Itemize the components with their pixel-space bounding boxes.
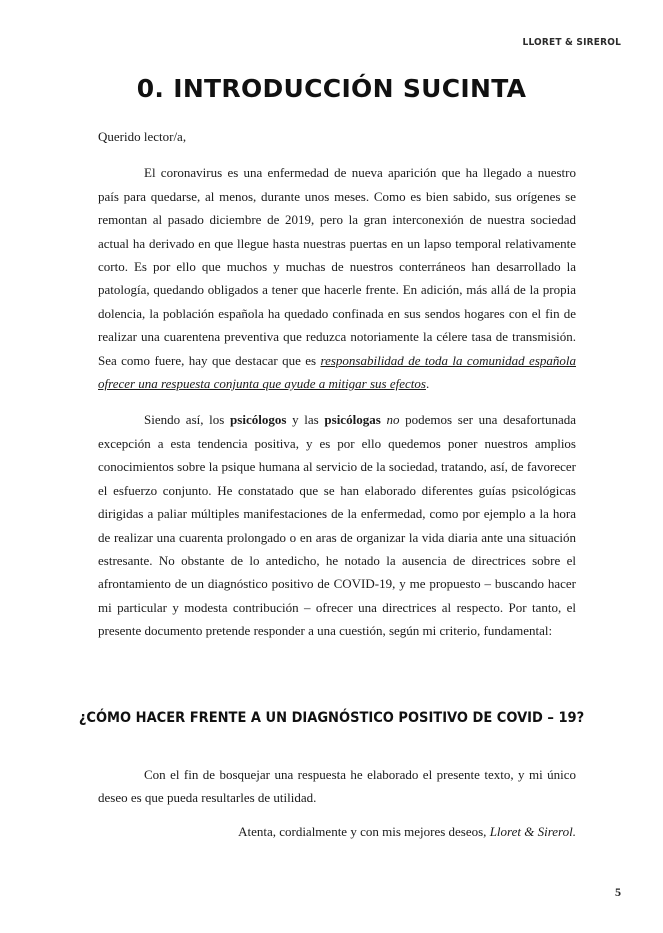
paragraph-2-text-a: Siendo así, los (144, 412, 231, 428)
closing-block (98, 763, 576, 810)
paragraph-2-text-d: podemos ser una desafortunada excepción a esta tendencia positiva, y es por ello quedemos poner nuestros amplios conocimientos sobre la psique humana al servicio de la sociedad, tratando, así, de favorecer el esfuerzo conjunto. He constatado que se han elaborado diferentes guías psicológicas dirigidas a paliar múltiples manifestaciones de la enfermedad, como por ejemplo a la hora de realizar una cuarenta prolongado o en aras de organizar la vida diaria ante una situación estresante. No obstante de lo antedicho, he notado la ausencia de directrices sobre el afrontamiento de un diagnóstico positivo de COVID-19, y me propuesto – buscando hacer mi particular y modesta contribución – ofrecer una directrices al respecto. Por tanto, el presente documento pretende responder a una cuestión, según mi criterio, fundamental: (98, 412, 576, 639)
bold-psicologos: psicólogos (230, 412, 287, 428)
running-head: LLORET & SIREROL (522, 37, 621, 48)
paragraph-2 (98, 408, 576, 642)
closing-paragraph: Con el fin de bosquejar una respuesta he elaborado el presente texto, y mi único deseo es que pueda resultarles de utilidad. (98, 767, 576, 806)
central-question: ¿CÓMO HACER FRENTE A UN DIAGNÓSTICO POSITIVO DE COVID – 19? (78, 710, 585, 726)
page-title: 0. INTRODUCCIÓN SUCINTA (136, 74, 527, 103)
signoff-authors: Lloret & Sirerol. (489, 824, 576, 839)
letter-body (98, 125, 576, 643)
italic-no: no (386, 412, 400, 428)
bold-psicologas: psicólogas (324, 412, 381, 428)
signoff (238, 820, 576, 843)
salutation: Querido lector/a, (98, 129, 187, 144)
signoff-text: Atenta, cordialmente y con mis mejores deseos, (238, 824, 490, 839)
paragraph-1-emphasis: responsabilidad de toda la comunidad española ofrecer una respuesta conjunta que ayude a mitigar sus efectos (98, 352, 576, 392)
paragraph-1-text: El coronavirus es una enfermedad de nueva aparición que ha llegado a nuestro país para quedarse, al menos, durante unos meses. Como es bien sabido, sus orígenes se remontan al pasado diciembre de 2019, pero la gran interconexión de nuestra sociedad actual ha derivado en que llegue hasta nuestras puertas en un lapso temporal relativamente corto. Es por ello que muchos y muchas de nuestros conterráneos han desarrollado la patología, quedando obligados a tener que hacerle frente. En adición, más allá de la propia dolencia, la población española ha quedado confinada en sus sendos hogares con el fin de realizar una cuarentena preventiva que reduzca notoriamente la célere tasa de transmisión. Sea como fuere, hay que destacar que es (98, 165, 576, 368)
paragraph-2-text-b: y las (286, 412, 325, 428)
paragraph-1-end: . (425, 376, 430, 392)
paragraph-1 (98, 161, 576, 395)
page-number: 5 (615, 885, 621, 899)
